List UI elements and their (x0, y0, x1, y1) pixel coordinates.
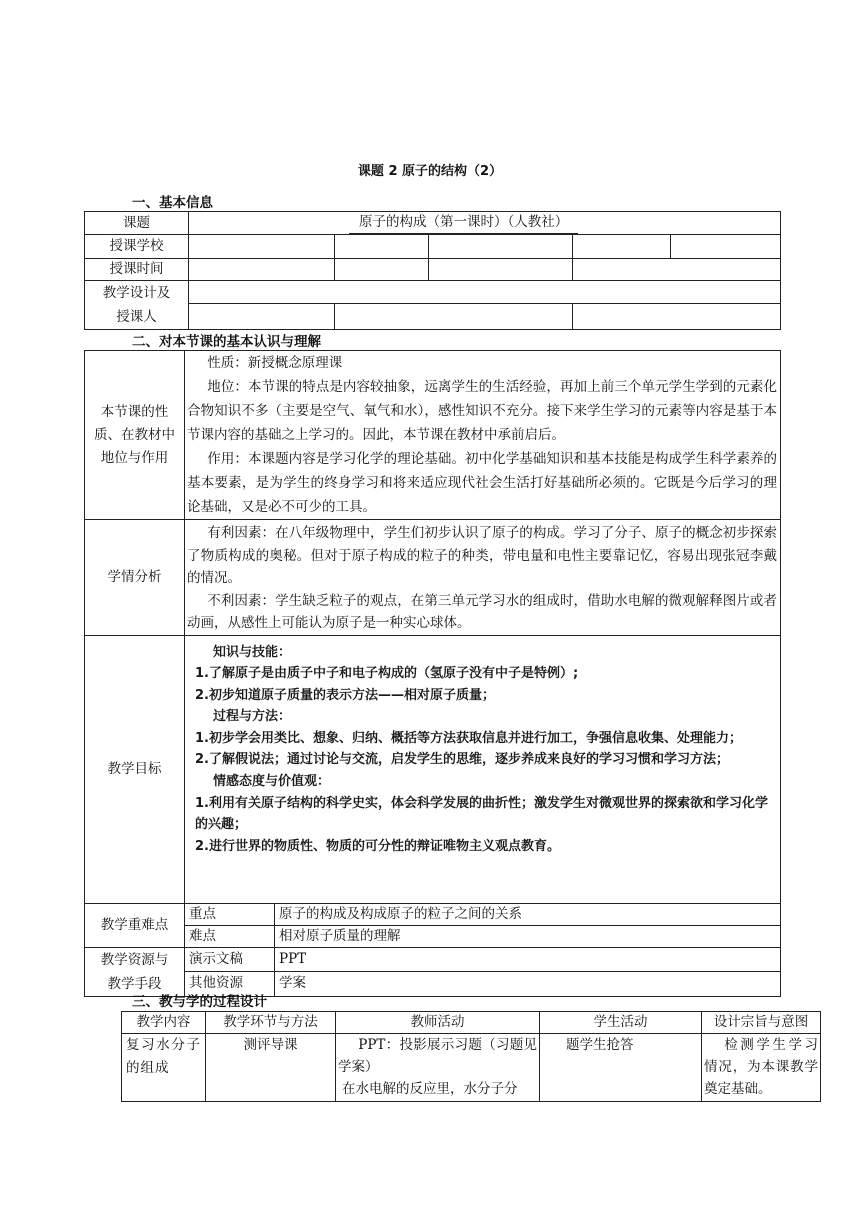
goals-heading-emotion: 情感态度与价值观： (213, 774, 331, 790)
nature-line-2: 地位：本节课的特点是内容较抽象，远离学生的生活经验，再加上前三个单元学生学到的元素化合物知识不多（主要是空气、氧气和水），感性知识不充分。接下来学生学习的元素等内容是基于本节课内容的基础之上学习的。因此，本节课在教材中承前启后。 (187, 379, 777, 443)
goal-process-2: 2.了解假说法；通过讨论与交流，启发学生的思维，逐步养成来良好的学习习惯和学习方法； (195, 752, 729, 768)
topic-value: 原子的构成（第一课时）（人教社） (349, 212, 578, 234)
school-cell-3[interactable] (429, 235, 573, 259)
time-cell-2[interactable] (335, 259, 429, 281)
key-label: 重点 (185, 903, 275, 925)
analysis-line-2: 不利因素：学生缺乏粒子的观点，在第三单元学习水的组成时，借助水电解的微观解释图片或者动画，从感性上可能认为原子是一种实心球体。 (187, 592, 777, 631)
other-value: 学案 (275, 972, 781, 997)
row1-teacher-line-2: 在水电解的反应里，水分子分 (342, 1081, 518, 1097)
goals-heading-knowledge: 知识与技能： (213, 644, 292, 660)
section-heading-understanding: 二、对本节课的基本认识与理解 (132, 334, 321, 350)
school-cell-4[interactable] (573, 235, 671, 259)
analysis-line-1: 有利因素：在八年级物理中，学生们初步认识了原子的构成。学习了分子、原子的概念初步探索了物质构成的奥秘。但对于原子构成的粒子的种类，带电量和电性主要靠记忆，容易出现张冠李戴的情况。 (187, 525, 777, 586)
row1-method: 测评导课 (206, 1034, 336, 1102)
understanding-table (84, 350, 781, 997)
topic-label: 课题 (85, 212, 189, 235)
goal-emotion-2: 2.进行世界的物质性、物质的可分性的辩证唯物主义观点教育。 (195, 838, 560, 854)
process-table (121, 1011, 821, 1102)
analysis-label: 学情分析 (85, 520, 185, 636)
time-cell-3[interactable] (429, 259, 573, 281)
other-label: 其他资源 (185, 972, 275, 997)
header-teacher: 教师活动 (336, 1012, 540, 1034)
goals-heading-process: 过程与方法： (213, 709, 292, 725)
header-purpose: 设计宗旨与意图 (702, 1012, 821, 1034)
demo-label: 演示文稿 (185, 947, 275, 972)
nature-line-3: 作用：本课题内容是学习化学的理论基础。初中化学基础知识和基本技能是构成学生科学素养的基本要素，是为学生的终身学习和将来适应现代社会生活打好基础所必须的。它既是今后学习的理论基础，又是必不可少的工具。 (187, 451, 777, 515)
row1-student: 题学生抢答 (540, 1034, 702, 1102)
key-value: 原子的构成及构成原子的粒子之间的关系 (275, 903, 781, 925)
designer-cell-2[interactable] (335, 304, 573, 330)
resource-label-line2: 教学手段 (107, 975, 162, 992)
page-title: 课题 2 原子的结构（2） (357, 164, 503, 179)
school-cell-1[interactable] (189, 235, 335, 259)
designer-cell-1[interactable] (189, 304, 335, 330)
time-cell-1[interactable] (189, 259, 335, 281)
goals-label: 教学目标 (85, 635, 185, 903)
time-cell-4[interactable] (573, 259, 781, 281)
goal-knowledge-1: 1.了解原子是由质子中子和电子构成的（氢原子没有中子是特例）; (195, 666, 579, 682)
header-student: 学生活动 (540, 1012, 702, 1034)
row1-teacher-line-1: PPT：投影展示习题（习题见学案） (338, 1037, 537, 1075)
nature-content (185, 351, 781, 520)
analysis-content (185, 520, 781, 636)
designer-label-line2: 授课人 (116, 309, 157, 325)
topic-value-cell (189, 212, 781, 235)
school-cell-2[interactable] (335, 235, 429, 259)
header-content: 教学内容 (122, 1012, 206, 1034)
designer-label-line1: 教学设计及 (102, 285, 171, 301)
section-heading-basic-info: 一、基本信息 (132, 195, 213, 211)
nature-line-1: 性质：新授概念原理课 (207, 355, 343, 371)
section-heading-process: 三、教与学的过程设计 (132, 994, 267, 1010)
row1-content: 复习水分子的组成 (122, 1034, 206, 1102)
table-row (122, 1034, 821, 1102)
hard-label: 难点 (185, 925, 275, 947)
resource-label-line1: 教学资源与 (100, 951, 169, 968)
school-cell-5[interactable] (671, 235, 781, 259)
basic-info-table (84, 211, 781, 330)
header-method: 教学环节与方法 (206, 1012, 336, 1034)
difficulty-label: 教学重难点 (85, 903, 185, 947)
demo-value: PPT (275, 947, 781, 972)
goals-content (185, 635, 781, 903)
time-label: 授课时间 (85, 259, 189, 281)
resource-label (85, 947, 185, 996)
goal-emotion-1: 1.利用有关原子结构的科学史实，体会科学发展的曲折性；激发学生对微观世界的探索欲和学习化学的兴趣； (195, 795, 768, 833)
school-label: 授课学校 (85, 235, 189, 259)
designer-cell-3[interactable] (573, 304, 781, 330)
goal-process-1: 1.初步学会用类比、想象、归纳、概括等方法获取信息并进行加工，争强信息收集、处理能力； (195, 730, 742, 746)
goals-box (189, 636, 776, 864)
hard-value: 相对原子质量的理解 (275, 925, 781, 947)
designer-label (85, 281, 189, 330)
goal-knowledge-2: 2.初步知道原子质量的表示方法——相对原子质量； (195, 687, 495, 703)
designer-cell-top[interactable] (189, 281, 781, 304)
nature-label: 本节课的性质、在教材中地位与作用 (85, 351, 185, 520)
row1-teacher (336, 1034, 540, 1102)
row1-purpose: 检测学生学习情况，为本课教学奠定基础。 (702, 1034, 821, 1102)
